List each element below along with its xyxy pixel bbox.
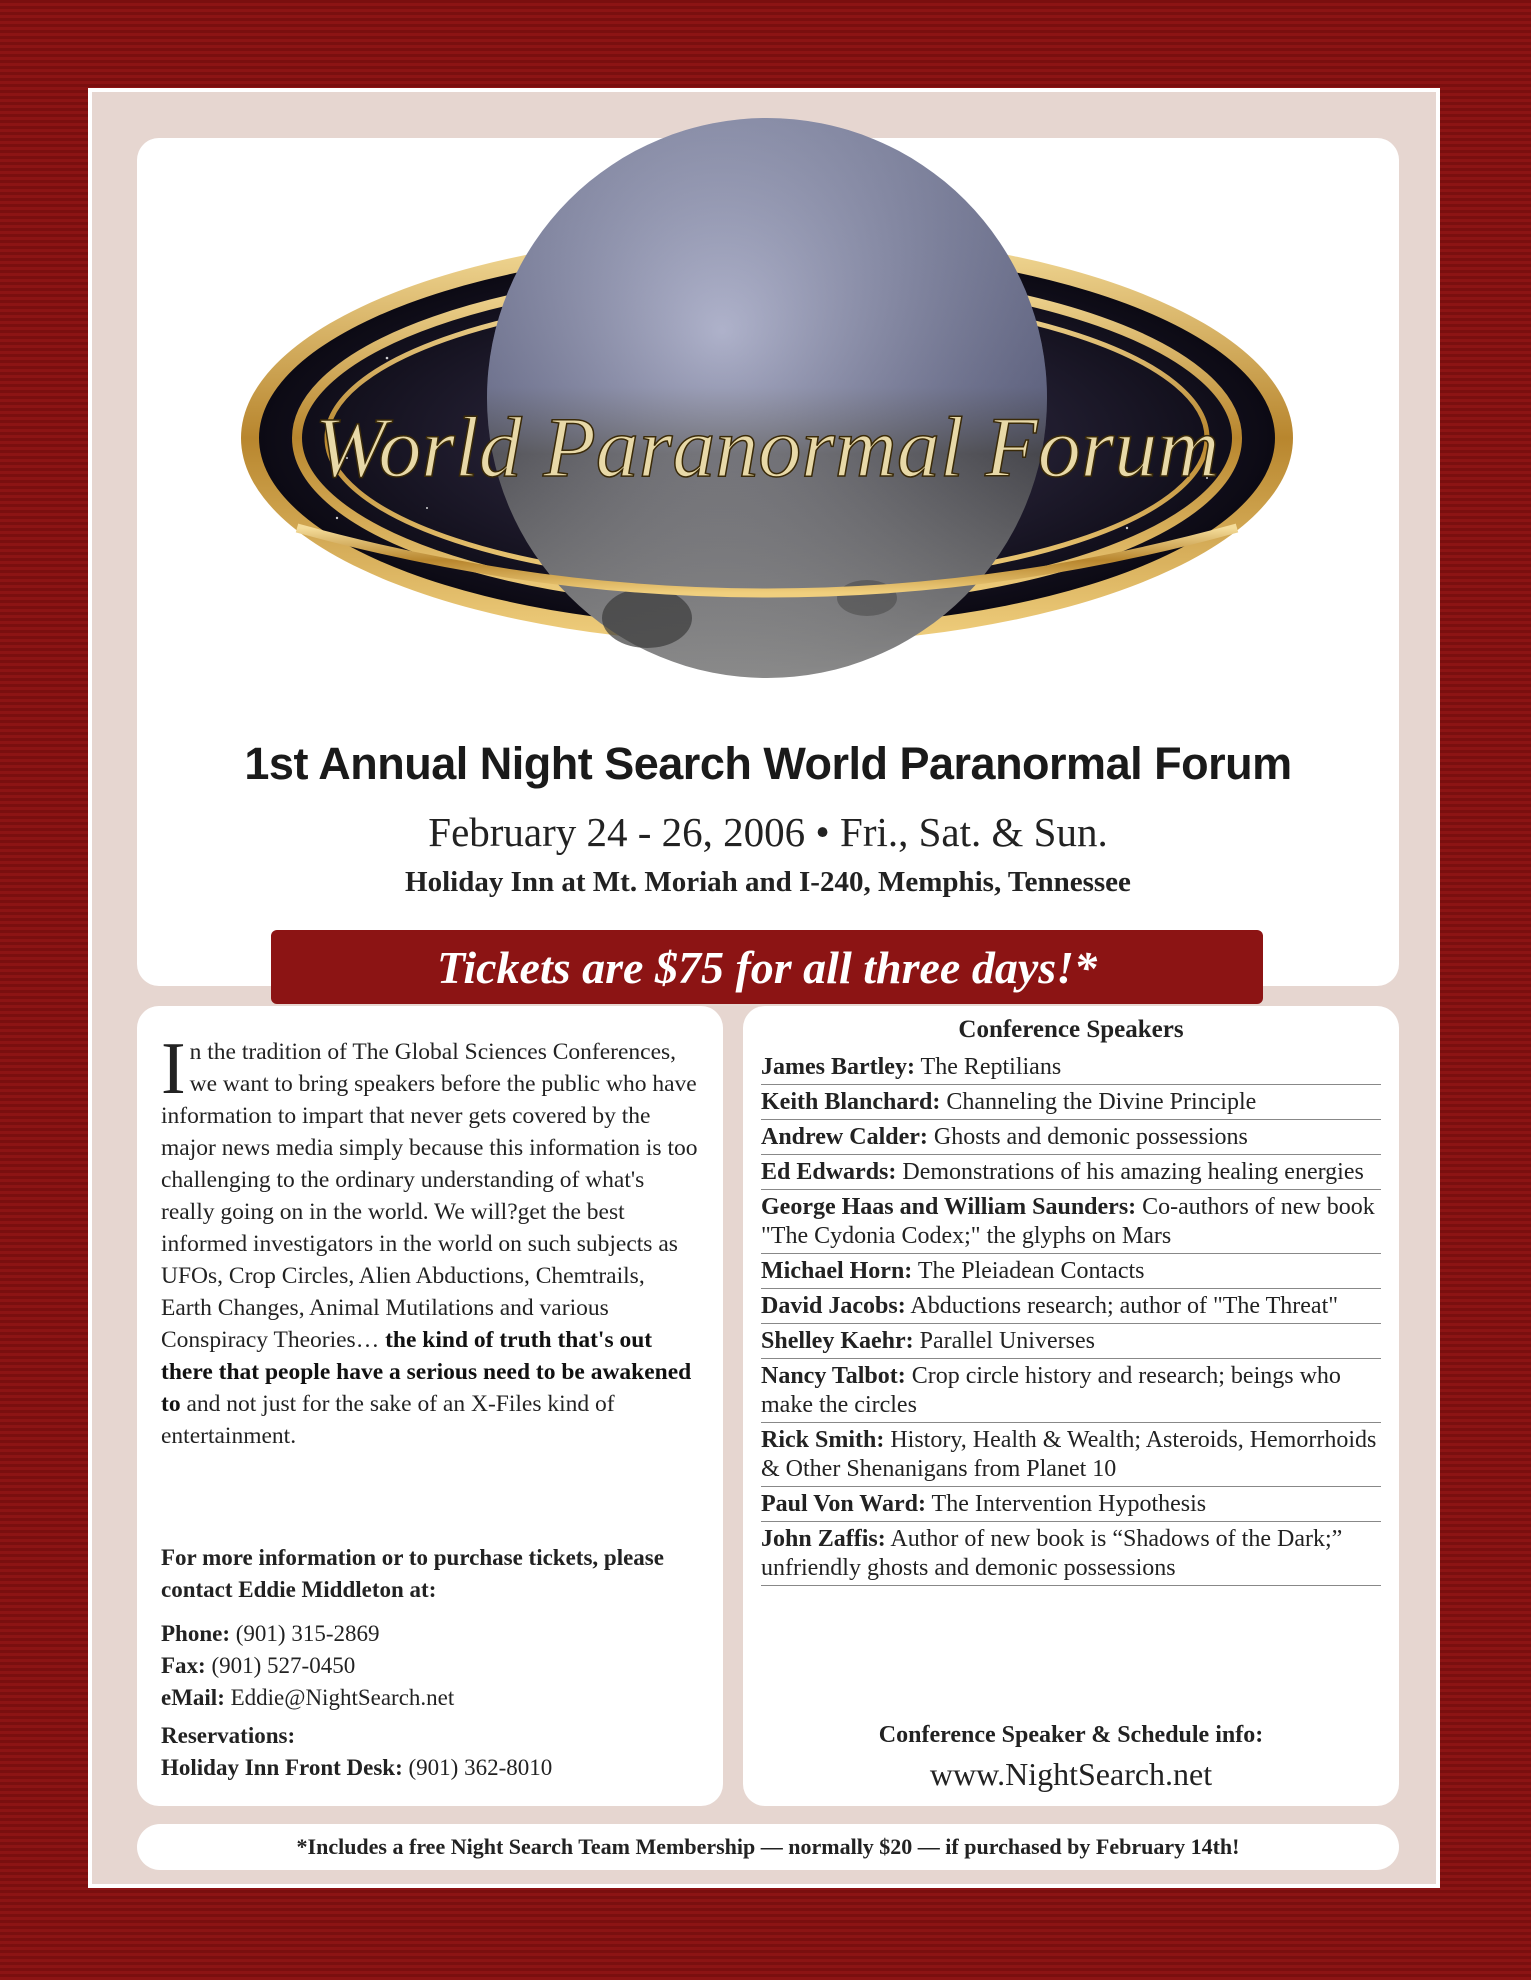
fax-value: (901) 527-0450 bbox=[211, 1653, 356, 1678]
speaker-name: Shelley Kaehr: bbox=[761, 1328, 914, 1354]
front-desk-label: Holiday Inn Front Desk: bbox=[161, 1755, 403, 1780]
speaker-name: Paul Von Ward: bbox=[761, 1491, 926, 1517]
footer-panel bbox=[137, 1824, 1399, 1870]
front-desk-row bbox=[161, 1752, 706, 1784]
schedule-label: Conference Speaker & Schedule info: bbox=[878, 1722, 1264, 1748]
speaker-name: Rick Smith: bbox=[761, 1427, 885, 1453]
footnote: *Includes a free Night Search Team Membership — normally $20 — if purchased by February 14th! bbox=[296, 1834, 1240, 1859]
phone-value: (901) 315-2869 bbox=[235, 1621, 380, 1646]
speaker-item bbox=[761, 1487, 1381, 1522]
speaker-topic: The Reptilians bbox=[920, 1054, 1062, 1080]
speaker-name: George Haas and William Saunders: bbox=[761, 1194, 1137, 1220]
speaker-topic: Parallel Universes bbox=[919, 1328, 1095, 1354]
speaker-name: Nancy Talbot: bbox=[761, 1363, 906, 1389]
event-title: 1st Annual Night Search World Paranormal Forum bbox=[244, 738, 1292, 789]
speaker-topic: Abductions research; author of "The Threat" bbox=[910, 1293, 1339, 1319]
intro-plain: n the tradition of The Global Sciences Conferences, we want to bring speakers before the public who have information to impart that never gets covered by the major news media simply because this information is too challenging to the ordinary understanding of what's really going on in the world. We will?get the best informed investigators in the world on such subjects as UFOs, Crop Circles, Alien Abductions, Chemtrails, Earth Changes, Animal Mutilations and various Conspiracy Theories… bbox=[161, 1039, 698, 1353]
speaker-item bbox=[761, 1324, 1381, 1359]
logo-text: World Paranormal Forum bbox=[314, 399, 1220, 495]
website-link[interactable]: www.NightSearch.net bbox=[929, 1756, 1213, 1792]
event-venue: Holiday Inn at Mt. Moriah and I-240, Memphis, Tennessee bbox=[405, 866, 1131, 898]
speaker-name: Andrew Calder: bbox=[761, 1124, 928, 1150]
fax-label: Fax: bbox=[161, 1653, 206, 1678]
event-dates: February 24 - 26, 2006 • Fri., Sat. & Sun. bbox=[428, 809, 1108, 855]
speaker-name: John Zaffis: bbox=[761, 1526, 886, 1552]
speaker-topic: Ghosts and demonic possessions bbox=[933, 1124, 1248, 1150]
speaker-item bbox=[761, 1120, 1381, 1155]
speaker-name: Ed Edwards: bbox=[761, 1159, 897, 1185]
speaker-topic: History, Health & Wealth; Asteroids, Hemorrhoids & Other Shenanigans from Planet 10 bbox=[761, 1427, 1377, 1482]
speaker-name: Keith Blanchard: bbox=[761, 1089, 941, 1115]
header-panel bbox=[137, 138, 1399, 993]
speaker-topic: The Intervention Hypothesis bbox=[931, 1491, 1207, 1517]
speaker-item bbox=[761, 1423, 1381, 1487]
intro-panel bbox=[137, 1006, 723, 1806]
speaker-topic: Author of new book is “Shadows of the Dark;” unfriendly ghosts and demonic possessions bbox=[761, 1526, 1343, 1581]
poster-frame bbox=[88, 88, 1440, 1888]
reservations-row bbox=[161, 1720, 706, 1752]
contact-block bbox=[161, 1542, 706, 1784]
phone-row bbox=[161, 1618, 706, 1650]
email-row bbox=[161, 1682, 706, 1714]
speaker-item bbox=[761, 1359, 1381, 1423]
speaker-name: Michael Horn: bbox=[761, 1258, 913, 1284]
speaker-topic: The Pleiadean Contacts bbox=[917, 1258, 1145, 1284]
speaker-topic: Demonstrations of his amazing healing energies bbox=[902, 1159, 1364, 1185]
speaker-name: David Jacobs: bbox=[761, 1293, 906, 1319]
speaker-list bbox=[761, 1050, 1381, 1586]
speaker-topic: Co-authors of new book "The Cydonia Codex;" the glyphs on Mars bbox=[761, 1194, 1375, 1249]
reservations-label: Reservations: bbox=[161, 1723, 296, 1748]
email-link[interactable]: Eddie@NightSearch.net bbox=[230, 1685, 455, 1710]
fax-row bbox=[161, 1650, 706, 1682]
dropcap: I bbox=[161, 1028, 186, 1110]
email-label: eMail: bbox=[161, 1685, 225, 1710]
speaker-item bbox=[761, 1289, 1381, 1324]
speaker-topic: Channeling the Divine Principle bbox=[946, 1089, 1257, 1115]
phone-label: Phone: bbox=[161, 1621, 230, 1646]
speaker-topic: Crop circle history and research; beings who make the circles bbox=[761, 1363, 1341, 1418]
speaker-item bbox=[761, 1254, 1381, 1289]
intro-end: and not just for the sake of an X-Files kind of entertainment. bbox=[161, 1391, 615, 1449]
speaker-item bbox=[761, 1190, 1381, 1254]
speakers-title: Conference Speakers bbox=[958, 1016, 1184, 1043]
speakers-panel bbox=[743, 1006, 1399, 1806]
globe-logo bbox=[227, 98, 1307, 778]
speaker-item bbox=[761, 1522, 1381, 1586]
speaker-name: James Bartley: bbox=[761, 1054, 915, 1080]
speaker-item bbox=[761, 1155, 1381, 1190]
tickets-banner: Tickets are $75 for all three days!* bbox=[271, 930, 1263, 1004]
intro-bold: the kind of truth that's out there that people have a serious need to be awakened to bbox=[161, 1327, 692, 1417]
front-desk-value: (901) 362-8010 bbox=[408, 1755, 553, 1780]
speaker-item bbox=[761, 1085, 1381, 1120]
speaker-item bbox=[761, 1050, 1381, 1085]
contact-heading: For more information or to purchase tickets, please contact Eddie Middleton at: bbox=[161, 1545, 664, 1602]
intro-text bbox=[161, 1028, 701, 1452]
